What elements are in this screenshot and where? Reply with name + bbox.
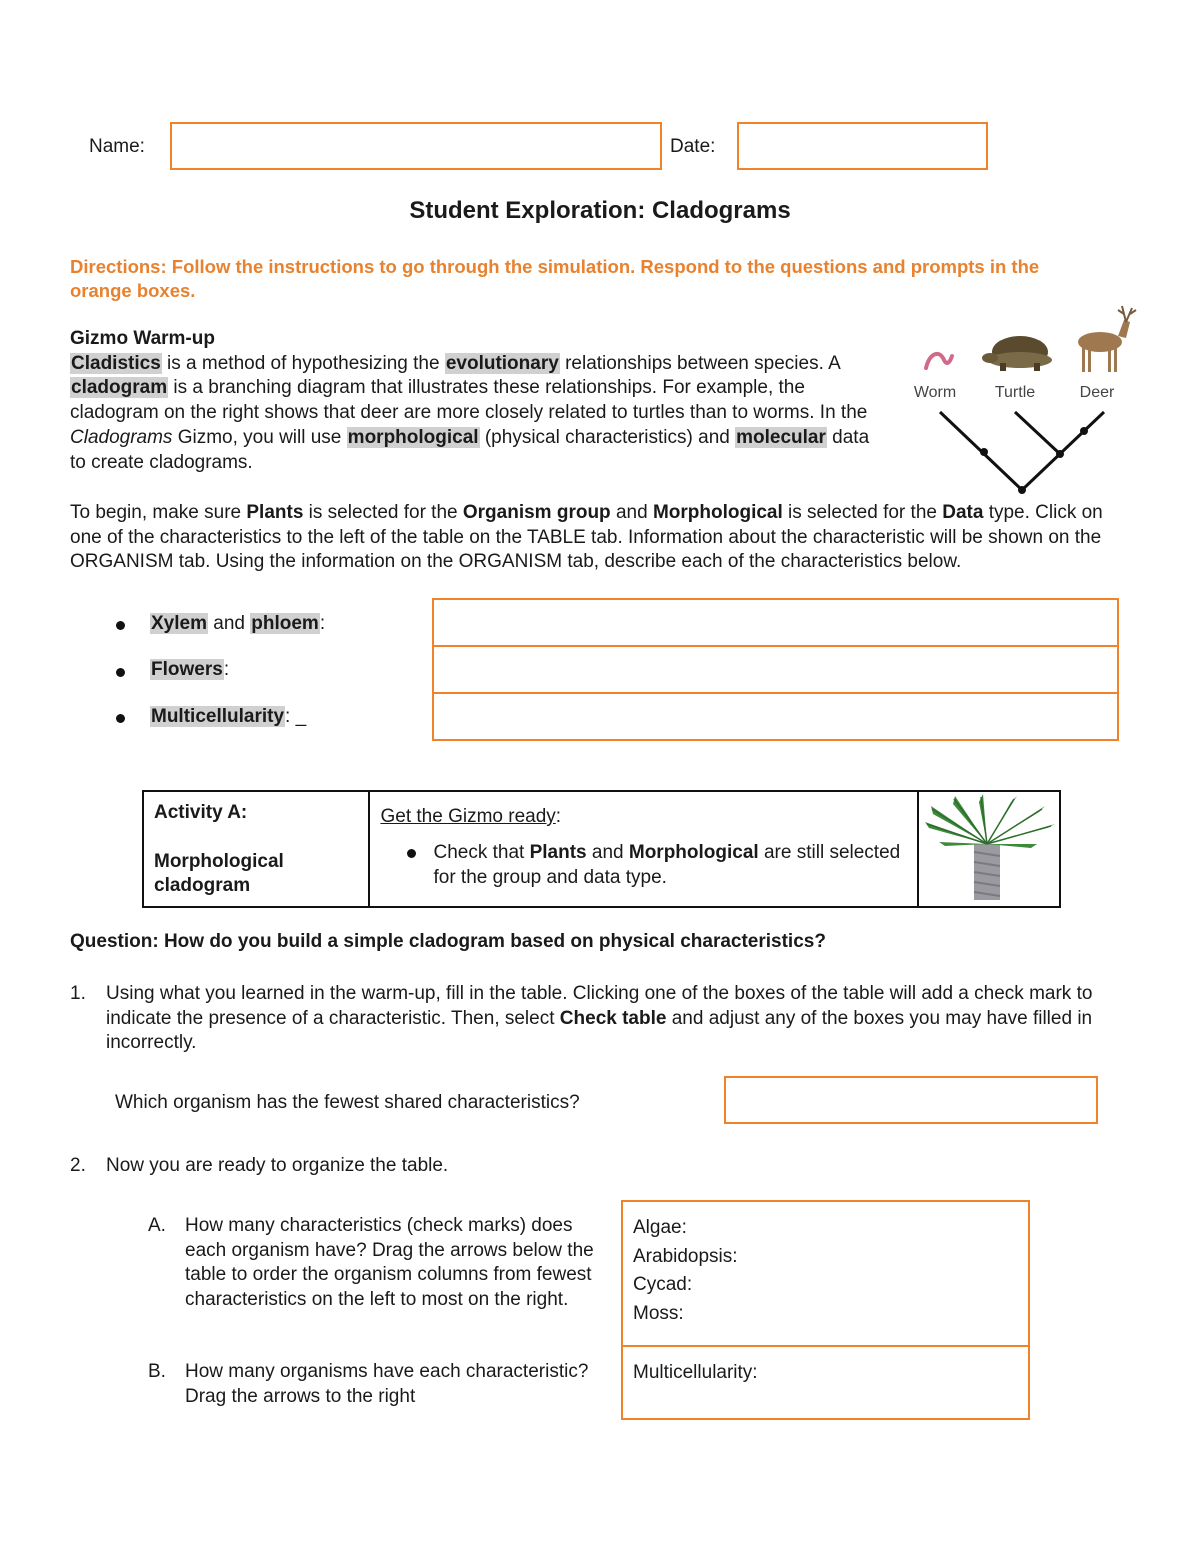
cladogram-nodes <box>980 427 1088 494</box>
page-title: Student Exploration: Cladograms <box>409 197 791 224</box>
name-label: Name: <box>89 136 145 157</box>
multicellularity-answer-label: Multicellularity: <box>633 1362 758 1383</box>
activity-bullet: Check that Plants and Morphological are still selected for the group and data type. <box>380 840 909 890</box>
q1-answer[interactable] <box>724 1076 1098 1124</box>
q2b-text: How many organisms have each characteristic? Drag the arrows to the right <box>185 1361 589 1407</box>
q2a-text: How many characteristics (check marks) does each organism have? Drag the arrows below the table to order the organism columns from fewest characteristics on the left to most on the right. <box>185 1215 594 1311</box>
warmup-paragraph: Cladistics is a method of hypothesizing the evolutionary relationships between species. A cladogram is a branching diagram that illustrates these relationships. For example, the cladogram on the right shows that deer are more closely related to turtles than to worms. In the Cladograms Gizmo, you will use morphological (physical characteristics) and molecular data to create cladograms. <box>70 352 870 473</box>
flowers-label: Flowers: <box>151 659 230 680</box>
organism-list <box>633 1214 738 1328</box>
warmup-heading: Gizmo Warm-up <box>70 328 215 349</box>
q1-number: 1. <box>70 983 86 1004</box>
turtle-label: Turtle <box>994 384 1036 401</box>
activity-title: Activity A: <box>154 802 248 823</box>
flowers-answer[interactable] <box>432 645 1119 694</box>
q1-prompt: Which organism has the fewest shared characteristics? <box>115 1092 580 1113</box>
multicellularity-label: Multicellularity: _ <box>151 706 307 727</box>
question-heading: Question: How do you build a simple cladogram based on physical characteristics? <box>70 931 826 952</box>
organism-moss: Moss: <box>633 1302 684 1324</box>
term-cladistics: Cladistics <box>71 352 161 374</box>
activity-table <box>142 790 1061 908</box>
term-evolutionary: evolutionary <box>445 352 559 374</box>
activity-title-cell <box>143 791 369 907</box>
name-field[interactable] <box>170 122 662 170</box>
date-label: Date: <box>670 136 716 157</box>
deer-icon <box>1078 306 1136 372</box>
begin-paragraph: To begin, make sure Plants is selected for the Organism group and Morphological is selected for the Data type. Click on one of the characteristics to the left of the table on the TABLE tab. Information about the characteristic will be shown on the ORGANISM tab. Using the information on the ORGANISM tab, describe each of the characteristics below. <box>70 502 1103 573</box>
cycad-icon <box>919 792 1059 900</box>
organism-arabidopsis: Arabidopsis: <box>633 1245 738 1267</box>
bullet-dot <box>407 849 416 858</box>
deer-label: Deer <box>1079 384 1115 401</box>
organism-cycad: Cycad: <box>633 1274 693 1295</box>
activity-image-cell <box>918 791 1060 907</box>
q2a-label: A. <box>148 1215 166 1236</box>
worm-icon <box>926 354 952 368</box>
cladogram-figure <box>900 300 1140 500</box>
worm-label: Worm <box>913 384 957 401</box>
q2-text: Now you are ready to organize the table. <box>106 1155 449 1176</box>
xylem-phloem-answer[interactable] <box>432 598 1119 647</box>
activity-subtitle: Morphological cladogram <box>154 851 284 896</box>
warmup-section <box>70 327 890 475</box>
term-cladogram: cladogram <box>71 377 168 399</box>
bullet-dot <box>116 668 125 677</box>
directions: Directions: Follow the instructions to go through the simulation. Respond to the questions and prompts in the orange boxes. <box>70 256 1040 301</box>
xylem-phloem-label: Xylem and phloem: <box>151 613 326 634</box>
turtle-icon <box>982 336 1052 371</box>
activity-instructions-cell <box>369 791 918 907</box>
q2b-label: B. <box>148 1361 166 1382</box>
gizmo-ready-heading: Get the Gizmo ready: <box>380 806 562 827</box>
q2a-answer-box[interactable] <box>621 1200 1030 1347</box>
cladogram-branches <box>940 412 1104 490</box>
gizmo-name: Cladograms <box>70 426 173 448</box>
q2-number: 2. <box>70 1155 86 1176</box>
bullet-dot <box>116 621 125 630</box>
cladogram-diagram <box>900 300 1140 500</box>
term-molecular: molecular <box>736 426 826 448</box>
date-field[interactable] <box>737 122 988 170</box>
multicellularity-answer[interactable] <box>432 692 1119 741</box>
term-morphological: morphological <box>347 426 479 448</box>
bullet-dot <box>116 714 125 723</box>
q1-text: Using what you learned in the warm-up, fill in the table. Clicking one of the boxes of the table will add a check mark to indicate the presence of a characteristic. Then, select Check table and adjust any of the boxes you may have filled in incorrectly. <box>106 983 1093 1054</box>
organism-algae: Algae: <box>633 1217 687 1238</box>
q2b-answer-box[interactable] <box>621 1345 1030 1420</box>
